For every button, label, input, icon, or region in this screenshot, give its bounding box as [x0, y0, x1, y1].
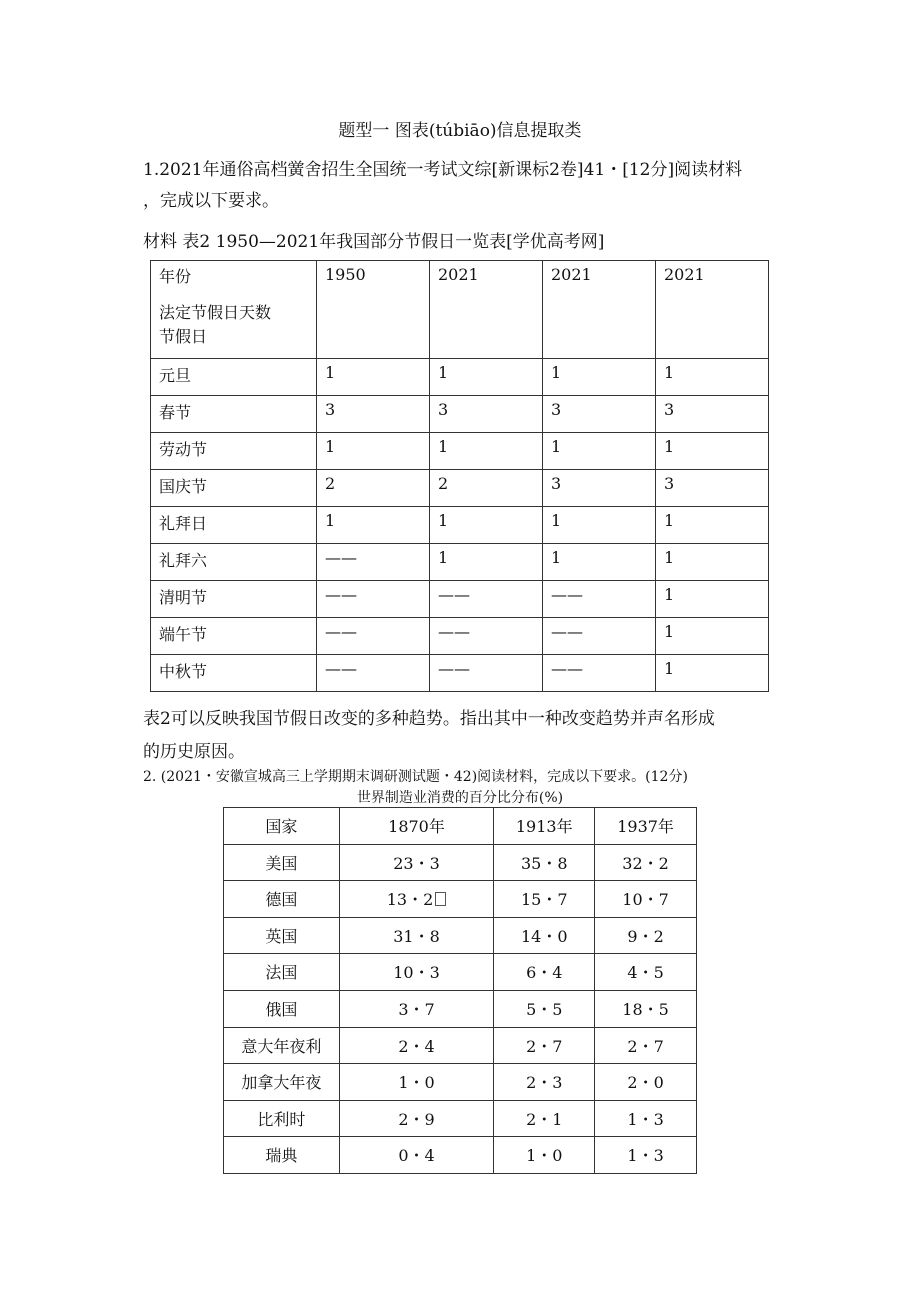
holiday-name: 端午节	[151, 618, 317, 655]
table-cell: 1	[656, 544, 769, 581]
table-cell: 3	[317, 396, 430, 433]
table-cell: 2	[430, 470, 543, 507]
table-cell: 2・9	[339, 1100, 494, 1137]
table-cell: ——	[430, 581, 543, 618]
year-header: 2021	[543, 261, 656, 359]
country-name: 美国	[224, 844, 340, 881]
table-cell: ——	[317, 581, 430, 618]
table-cell: 3	[543, 396, 656, 433]
year-header: 1913年	[494, 808, 595, 845]
country-name: 俄国	[224, 990, 340, 1027]
table-cell: 4・5	[595, 954, 697, 991]
table-cell: 10・3	[339, 954, 494, 991]
table-cell: 1	[656, 655, 769, 692]
table-cell: ——	[317, 655, 430, 692]
table-cell: 6・4	[494, 954, 595, 991]
table-row	[151, 470, 769, 507]
holiday-name: 礼拜六	[151, 544, 317, 581]
table-row	[224, 1100, 697, 1137]
table-cell: 2・4	[339, 1027, 494, 1064]
table-cell: 1	[656, 581, 769, 618]
country-name: 德国	[224, 881, 340, 918]
holiday-name: 春节	[151, 396, 317, 433]
table-cell: 1・0	[339, 1064, 494, 1101]
table-cell: 10・7	[595, 881, 697, 918]
table-cell: 3	[656, 396, 769, 433]
question-1-prompt-line-2: 的历史原因。	[143, 742, 245, 762]
country-name: 英国	[224, 917, 340, 954]
header-diagonal-cell	[151, 261, 317, 359]
table-row	[151, 581, 769, 618]
question-1-line-1: 1.2021年通俗高档黉舍招生全国统一考试文综[新课标2卷]41・[12分]阅读材料	[143, 160, 743, 180]
table-row	[224, 1064, 697, 1101]
table-row	[224, 917, 697, 954]
missing-glyph-icon	[435, 892, 446, 906]
holiday-name: 劳动节	[151, 433, 317, 470]
table-cell: 2	[317, 470, 430, 507]
table-header-row	[224, 808, 697, 845]
country-name: 意大年夜利	[224, 1027, 340, 1064]
table-cell: 1・0	[494, 1137, 595, 1174]
holiday-name: 元旦	[151, 359, 317, 396]
table-cell: 1	[430, 507, 543, 544]
table-cell: ——	[317, 544, 430, 581]
table-cell: 1・3	[595, 1137, 697, 1174]
year-header: 2021	[430, 261, 543, 359]
material-caption: 材料 表2 1950—2021年我国部分节假日一览表[学优高考网]	[143, 232, 605, 252]
table-cell: 2・0	[595, 1064, 697, 1101]
holiday-table	[150, 260, 769, 692]
table-cell: 1	[543, 507, 656, 544]
holiday-name: 中秋节	[151, 655, 317, 692]
table-cell: 14・0	[494, 917, 595, 954]
table-cell: 5・5	[494, 990, 595, 1027]
table-row	[224, 1027, 697, 1064]
table-row	[151, 618, 769, 655]
table-cell: 2・3	[494, 1064, 595, 1101]
table-row	[224, 1137, 697, 1174]
country-header: 国家	[224, 808, 340, 845]
country-name: 比利时	[224, 1100, 340, 1137]
table-cell: 2・7	[494, 1027, 595, 1064]
table-cell: ——	[430, 618, 543, 655]
table-cell: 23・3	[339, 844, 494, 881]
table-cell: 1・3	[595, 1100, 697, 1137]
table-cell: 0・4	[339, 1137, 494, 1174]
table-row	[151, 359, 769, 396]
table-row	[224, 881, 697, 918]
table-cell: 1	[317, 507, 430, 544]
table-row	[224, 990, 697, 1027]
question-2-line: 2. (2021・安徽宣城高三上学期期末调研测试题・42)阅读材料，完成以下要求。(12分)	[143, 769, 688, 785]
holiday-name: 清明节	[151, 581, 317, 618]
table-cell: 2・1	[494, 1100, 595, 1137]
table-row	[151, 655, 769, 692]
table-cell: 9・2	[595, 917, 697, 954]
year-header: 1950	[317, 261, 430, 359]
year-header: 2021	[656, 261, 769, 359]
table-cell	[339, 881, 494, 918]
table-cell: ——	[430, 655, 543, 692]
table-cell: 3	[656, 470, 769, 507]
table-2-caption: 世界制造业消费的百分比分布(%)	[356, 790, 564, 806]
table-cell: 1	[656, 618, 769, 655]
header-holiday-label: 节假日	[159, 327, 208, 346]
table-cell: 1	[543, 359, 656, 396]
table-cell: 32・2	[595, 844, 697, 881]
table-cell: 3	[430, 396, 543, 433]
country-name: 法国	[224, 954, 340, 991]
question-1-line-2: ，完成以下要求。	[143, 191, 279, 211]
table-cell: 1	[317, 359, 430, 396]
table-cell: ——	[317, 618, 430, 655]
question-1-prompt-line-1: 表2可以反映我国节假日改变的多种趋势。指出其中一种改变趋势并声名形成	[143, 709, 715, 729]
table-cell: 1	[656, 433, 769, 470]
table-cell: 1	[430, 544, 543, 581]
table-cell: 2・7	[595, 1027, 697, 1064]
country-name: 瑞典	[224, 1137, 340, 1174]
table-row	[151, 507, 769, 544]
year-header: 1870年	[339, 808, 494, 845]
table-cell: ——	[543, 655, 656, 692]
table-cell: 3	[543, 470, 656, 507]
header-year-label: 年份	[159, 267, 192, 286]
table-cell: 1	[430, 359, 543, 396]
table-cell: ——	[543, 618, 656, 655]
table-cell-value: 13・2	[386, 890, 434, 910]
table-row	[151, 544, 769, 581]
table-cell: 1	[430, 433, 543, 470]
manufacturing-table	[223, 807, 697, 1174]
table-cell: 35・8	[494, 844, 595, 881]
table-header-row	[151, 261, 769, 359]
table-row	[224, 954, 697, 991]
table-row	[151, 396, 769, 433]
table-cell: ——	[543, 581, 656, 618]
table-cell: 3・7	[339, 990, 494, 1027]
header-days-label: 法定节假日天数	[159, 303, 272, 322]
holiday-name: 国庆节	[151, 470, 317, 507]
table-row	[151, 433, 769, 470]
table-cell: 31・8	[339, 917, 494, 954]
table-cell: 15・7	[494, 881, 595, 918]
table-row	[224, 844, 697, 881]
table-cell: 18・5	[595, 990, 697, 1027]
table-cell: 1	[543, 433, 656, 470]
table-cell: 1	[656, 507, 769, 544]
table-cell: 1	[317, 433, 430, 470]
country-name: 加拿大年夜	[224, 1064, 340, 1101]
holiday-name: 礼拜日	[151, 507, 317, 544]
table-cell: 1	[656, 359, 769, 396]
section-title: 题型一 图表(túbiāo)信息提取类	[338, 121, 582, 141]
table-cell: 1	[543, 544, 656, 581]
year-header: 1937年	[595, 808, 697, 845]
